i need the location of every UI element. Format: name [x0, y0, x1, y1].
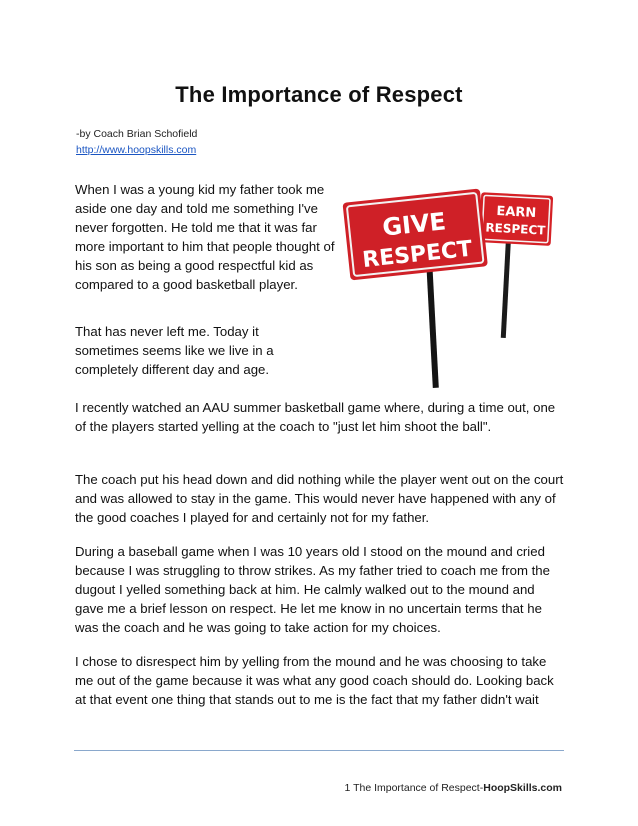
- paragraph-6: I chose to disrespect him by yelling from the mound and he was choosing to take me out of the game because it was what any good coach should do. Looking back at that event one thing that stands out to me is the fact that my father didn't wait: [75, 654, 554, 707]
- paragraph-4: The coach put his head down and did nothing while the player went out on the court and was allowed to stay in the game. This would never have happened with any of the good coaches I played for and certainly not for my father.: [75, 472, 564, 525]
- author-byline: -by Coach Brian Schofield: [76, 128, 198, 140]
- give-sign-post: [426, 258, 439, 388]
- byline-block: [76, 126, 197, 158]
- earn-sign-post: [501, 238, 511, 338]
- earn-sign-line1: EARN: [495, 204, 537, 222]
- footer-divider: [74, 750, 564, 751]
- respect-signs-image: [340, 188, 560, 390]
- website-link[interactable]: http://www.hoopskills.com: [76, 144, 197, 156]
- page-footer: [345, 782, 562, 794]
- give-sign-line2: RESPECT: [361, 236, 474, 274]
- footer-site: HoopSkills.com: [483, 782, 562, 794]
- give-sign-line1: GIVE: [381, 207, 448, 242]
- earn-sign-line2: RESPECT: [485, 220, 546, 238]
- page-title: The Importance of Respect: [175, 82, 463, 107]
- paragraph-5: During a baseball game when I was 10 years old I stood on the mound and cried because I was struggling to throw strikes. As my father tried to coach me from the dugout I yelled something back at him. He calmly walked out to the mound and gave me a brief lesson on respect. He let me know in no uncertain terms that he was the coach and he was going to take action for my choices.: [75, 544, 550, 635]
- footer-prefix: 1 The Importance of Respect-: [344, 782, 484, 794]
- give-respect-sign: [342, 188, 487, 280]
- paragraph-2: That has never left me. Today it sometimes seems like we live in a completely different day and age.: [75, 324, 274, 377]
- paragraph-3: I recently watched an AAU summer basketball game where, during a time out, one of the players started yelling at the coach to "just let him shoot the ball".: [75, 400, 556, 434]
- earn-respect-sign: [479, 192, 554, 246]
- paragraph-1: When I was a young kid my father took me aside one day and told me something I've never forgotten. He told me that it was far more important to him that people thought of his son as being a good respectful kid as compared to a good basketball player.: [75, 182, 335, 292]
